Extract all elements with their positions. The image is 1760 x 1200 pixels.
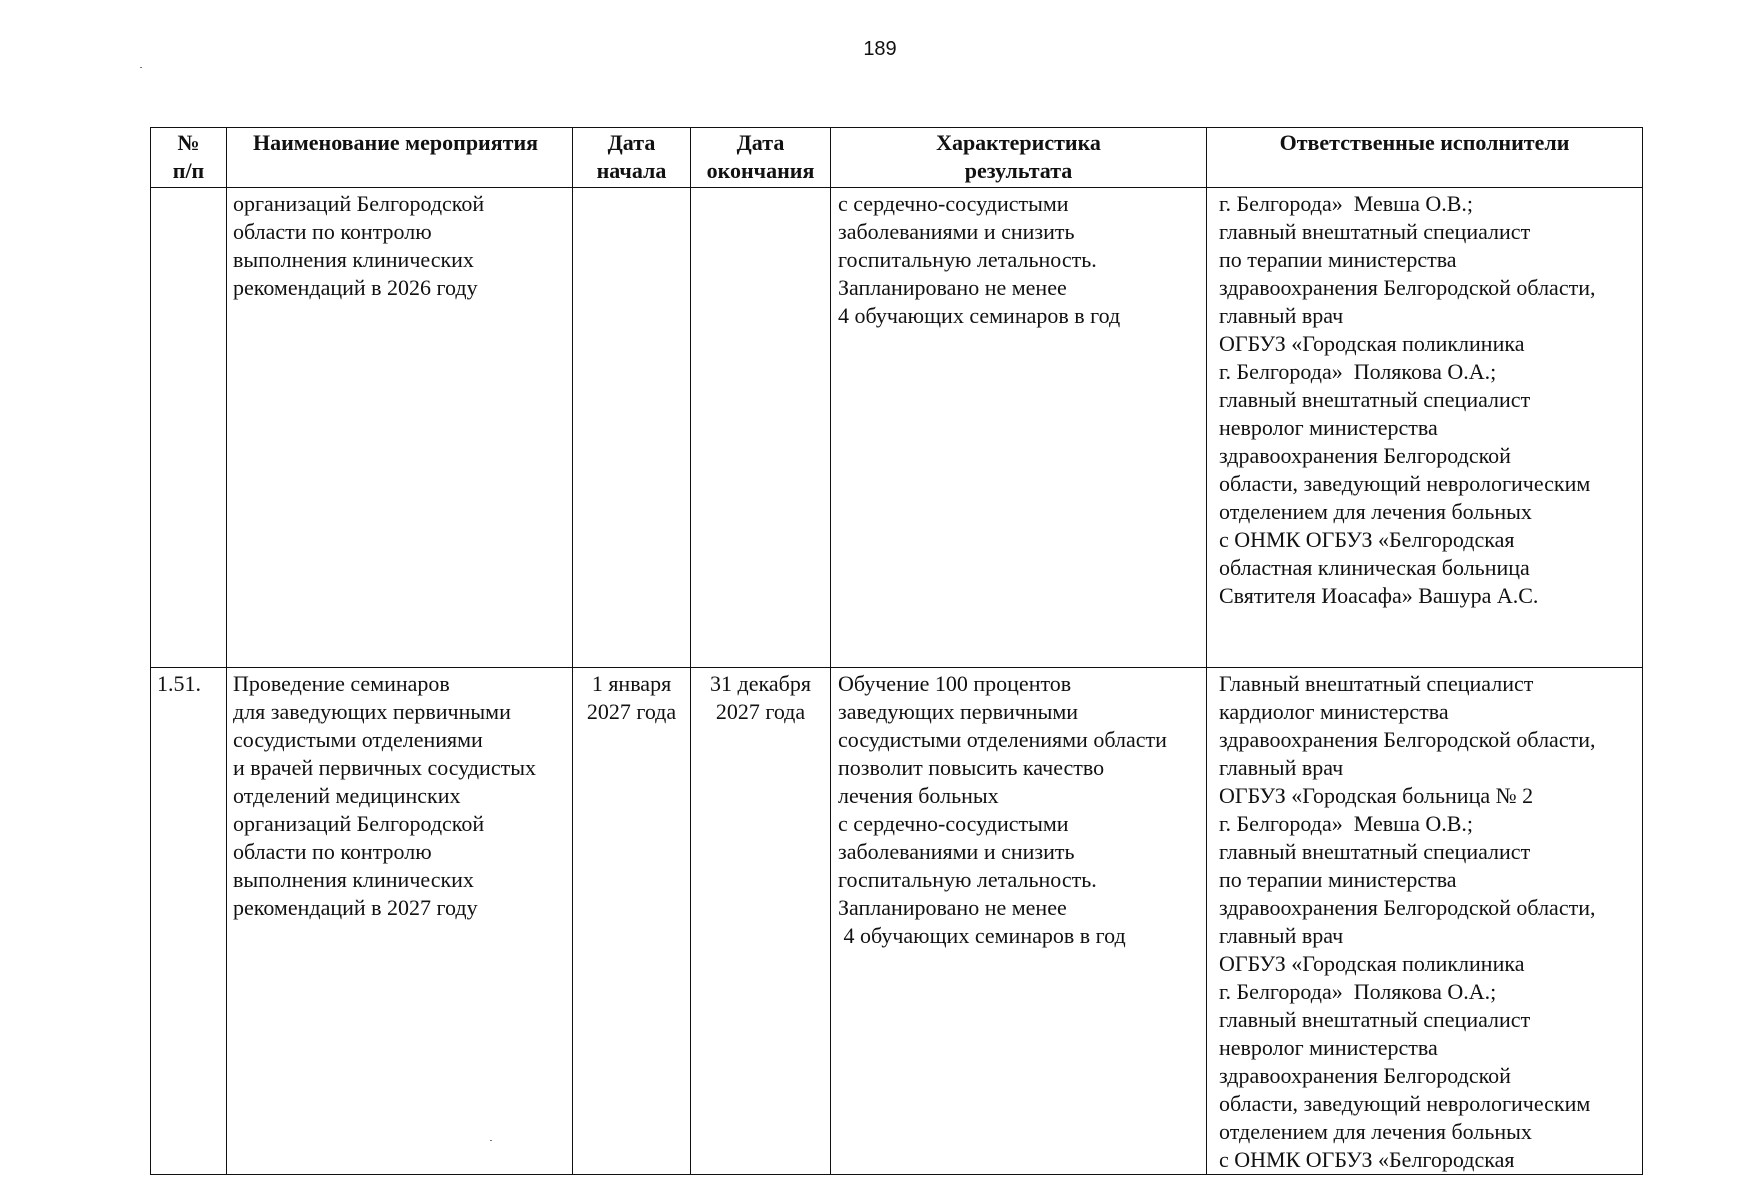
cell-line: окончания <box>706 158 815 183</box>
cell-line: области по контролю <box>233 219 432 244</box>
cell-line: кардиолог министерства <box>1219 699 1449 724</box>
table-row <box>151 188 1643 668</box>
cell-line: 4 обучающих семинаров в год <box>838 303 1121 328</box>
cell-line: невролог министерства <box>1219 415 1438 440</box>
cell-line: здравоохранения Белгородской <box>1219 443 1511 468</box>
cell-line: Дата <box>607 130 656 155</box>
cell-line: сосудистыми отделениями области <box>838 727 1167 752</box>
cell-line: области по контролю <box>233 839 432 864</box>
cell-line: организаций Белгородской <box>233 191 485 216</box>
cell-line: результата <box>964 158 1073 183</box>
cell-characteristic <box>831 668 1207 1175</box>
cell-line: п/п <box>172 158 205 183</box>
cell-line: главный врач <box>1219 303 1344 328</box>
cell-end-date <box>691 668 831 1175</box>
cell-line: с ОНМК ОГБУЗ «Белгородская <box>1219 527 1515 552</box>
cell-line: позволит повысить качество <box>838 755 1105 780</box>
cell-line: ОГБУЗ «Городская больница № 2 <box>1219 783 1534 808</box>
cell-line: № <box>177 130 200 155</box>
cell-line: главный врач <box>1219 755 1344 780</box>
cell-line: отделений медицинских <box>233 783 461 808</box>
cell-line: 1.51. <box>157 671 201 696</box>
cell-line: главный врач <box>1219 923 1344 948</box>
cell-line: рекомендаций в 2026 году <box>233 275 478 300</box>
cell-num <box>151 188 227 668</box>
header-responsible <box>1207 128 1643 188</box>
activities-table <box>150 127 1643 1175</box>
cell-line: здравоохранения Белгородской <box>1219 1063 1511 1088</box>
cell-line: по терапии министерства <box>1219 247 1457 272</box>
cell-line: Запланировано не менее <box>838 275 1067 300</box>
cell-line: Обучение 100 процентов <box>838 671 1072 696</box>
cell-line: Характеристика <box>936 130 1101 155</box>
cell-line: здравоохранения Белгородской области, <box>1219 727 1596 752</box>
cell-line: 1 января <box>591 671 672 696</box>
cell-line: 2027 года <box>715 699 806 724</box>
cell-line: г. Белгорода» Мевша О.В.; <box>1219 191 1474 216</box>
cell-line: заболеваниями и снизить <box>838 219 1075 244</box>
cell-line: Запланировано не менее <box>838 895 1067 920</box>
page-number: 189 <box>863 38 897 60</box>
cell-line: Наименование мероприятия <box>253 130 539 155</box>
cell-line: здравоохранения Белгородской области, <box>1219 275 1596 300</box>
cell-line: для заведующих первичными <box>233 699 511 724</box>
cell-line: 2027 года <box>586 699 677 724</box>
cell-line: организаций Белгородской <box>233 811 485 836</box>
cell-line: отделением для лечения больных <box>1219 499 1532 524</box>
table-row <box>151 668 1643 1175</box>
cell-line: главный внештатный специалист <box>1219 219 1531 244</box>
cell-responsible <box>1207 188 1643 668</box>
cell-activity-name <box>227 668 573 1175</box>
cell-line: госпитальную летальность. <box>838 867 1097 892</box>
header-num <box>151 128 227 188</box>
cell-line: главный внештатный специалист <box>1219 1007 1531 1032</box>
cell-responsible <box>1207 668 1643 1175</box>
cell-line: с ОНМК ОГБУЗ «Белгородская <box>1219 1147 1515 1172</box>
cell-line: выполнения клинических <box>233 247 474 272</box>
header-start-date <box>573 128 691 188</box>
cell-start-date <box>573 188 691 668</box>
cell-end-date <box>691 188 831 668</box>
cell-line: рекомендаций в 2027 году <box>233 895 478 920</box>
cell-line: 31 декабря <box>710 671 811 696</box>
cell-line: ОГБУЗ «Городская поликлиника <box>1219 951 1525 976</box>
cell-line: области, заведующий неврологическим <box>1219 471 1591 496</box>
cell-line: заболеваниями и снизить <box>838 839 1075 864</box>
cell-line: с сердечно-сосудистыми <box>838 811 1069 836</box>
cell-line: области, заведующий неврологическим <box>1219 1091 1591 1116</box>
header-name <box>227 128 573 188</box>
cell-line: госпитальную летальность. <box>838 247 1097 272</box>
cell-activity-name <box>227 188 573 668</box>
cell-line: Проведение семинаров <box>233 671 450 696</box>
cell-line: заведующих первичными <box>838 699 1079 724</box>
cell-num <box>151 668 227 1175</box>
cell-line: отделением для лечения больных <box>1219 1119 1532 1144</box>
header-characteristic <box>831 128 1207 188</box>
cell-line: главный внештатный специалист <box>1219 387 1531 412</box>
cell-line: выполнения клинических <box>233 867 474 892</box>
header-end-date <box>691 128 831 188</box>
cell-line: г. Белгорода» Полякова О.А.; <box>1219 979 1497 1004</box>
cell-line: Ответственные исполнители <box>1279 130 1570 155</box>
cell-line: начала <box>596 158 667 183</box>
cell-line: ОГБУЗ «Городская поликлиника <box>1219 331 1525 356</box>
cell-line: г. Белгорода» Полякова О.А.; <box>1219 359 1497 384</box>
cell-line: с сердечно-сосудистыми <box>838 191 1069 216</box>
scan-speck <box>490 1140 492 1141</box>
cell-line: Главный внештатный специалист <box>1219 671 1534 696</box>
cell-line: невролог министерства <box>1219 1035 1438 1060</box>
cell-line: и врачей первичных сосудистых <box>233 755 536 780</box>
table-header-row <box>151 128 1643 188</box>
cell-line: областная клиническая больница <box>1219 555 1530 580</box>
scan-speck <box>140 67 142 68</box>
cell-line: главный внештатный специалист <box>1219 839 1531 864</box>
cell-line: Дата <box>736 130 785 155</box>
cell-line: г. Белгорода» Мевша О.В.; <box>1219 811 1474 836</box>
cell-line: Святителя Иоасафа» Вашура А.С. <box>1219 583 1539 608</box>
cell-line: по терапии министерства <box>1219 867 1457 892</box>
cell-line: сосудистыми отделениями <box>233 727 483 752</box>
cell-start-date <box>573 668 691 1175</box>
cell-line: лечения больных <box>838 783 999 808</box>
cell-line: здравоохранения Белгородской области, <box>1219 895 1596 920</box>
cell-characteristic <box>831 188 1207 668</box>
cell-line: 4 обучающих семинаров в год <box>838 923 1126 948</box>
